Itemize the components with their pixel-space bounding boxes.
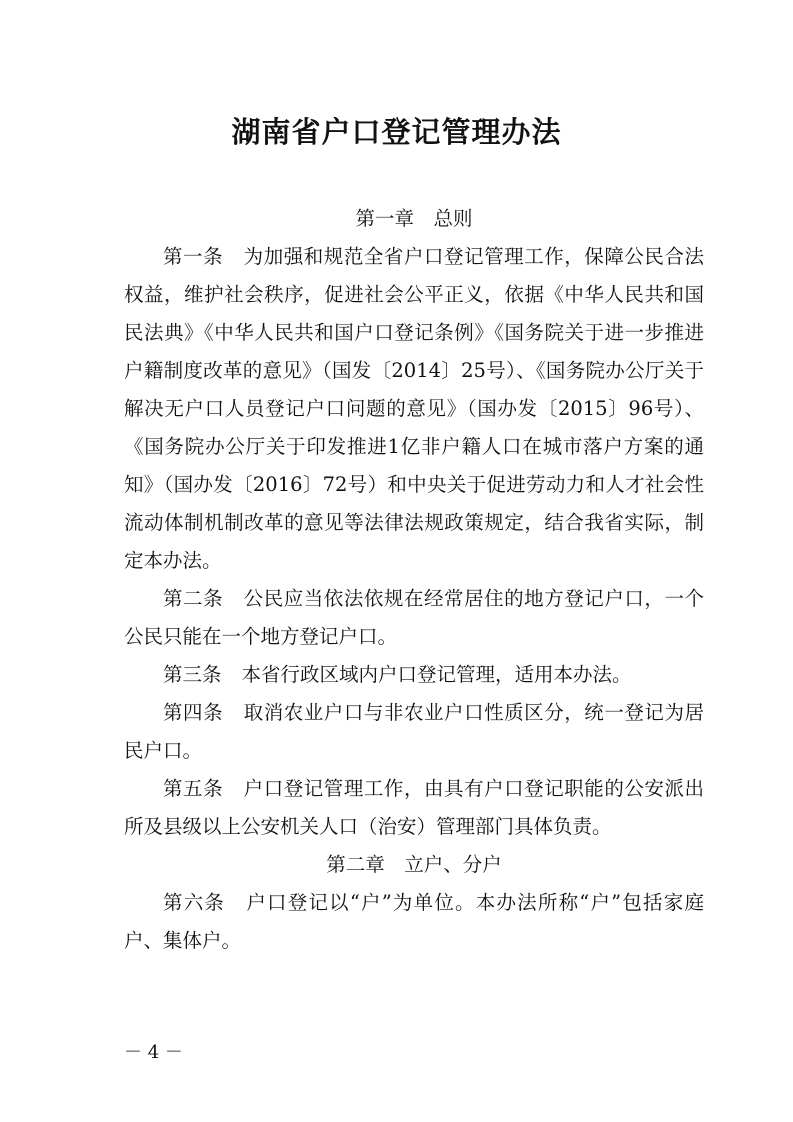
article-4 <box>124 694 704 770</box>
article-lead: 第三条 <box>163 663 222 686</box>
article-text: 公民应当依法依规在经常居住的地方登记户口，一个公民只能在一个地方登记户口。 <box>124 587 704 648</box>
article-lead: 第二条 <box>163 587 224 610</box>
document-body <box>124 200 704 960</box>
article-text: 户口登记以“户”为单位。本办法所称“户”包括家庭户、集体户。 <box>124 891 704 952</box>
article-lead: 第六条 <box>163 891 226 914</box>
article-lead: 第五条 <box>163 777 224 800</box>
article-text: 本省行政区域内户口登记管理，适用本办法。 <box>241 663 632 686</box>
chapter-heading-1: 第一章 总则 <box>355 207 473 230</box>
article-3 <box>124 656 704 694</box>
article-text: 取消农业户口与非农业户口性质区分，统一登记为居民户口。 <box>124 701 704 762</box>
article-lead: 第四条 <box>163 701 224 724</box>
article-text: 为加强和规范全省户口登记管理工作，保障公民合法权益，维护社会秩序，促进社会公平正义，依据《中华人民共和国民法典》《中华人民共和国户口登记条例》《国务院关于进一步推进户籍制度改革的意见》（国发〔2014〕25号）、《国务院办公厅关于解决无户口人员登记户口问题的意见》（国办发〔2015〕96号）、《国务院办公厅关于印发推进1亿非户籍人口在城市落户方案的通知》（国办发〔2016〕72号）和中央关于促进劳动力和人才社会性流动体制机制改革的意见等法律法规政策规定，结合我省实际，制定本办法。 <box>124 245 704 572</box>
article-2 <box>124 580 704 656</box>
page-number: － 4 － <box>124 1042 183 1063</box>
chapter-heading-2: 第二章 立户、分户 <box>326 853 502 876</box>
article-1 <box>124 238 704 580</box>
article-lead: 第一条 <box>163 245 224 268</box>
document-title: 湖南省户口登记管理办法 <box>231 115 562 149</box>
article-5 <box>124 770 704 846</box>
article-text: 户口登记管理工作，由具有户口登记职能的公安派出所及县级以上公安机关人口（治安）管理部门具体负责。 <box>124 777 704 838</box>
article-6 <box>124 884 704 960</box>
